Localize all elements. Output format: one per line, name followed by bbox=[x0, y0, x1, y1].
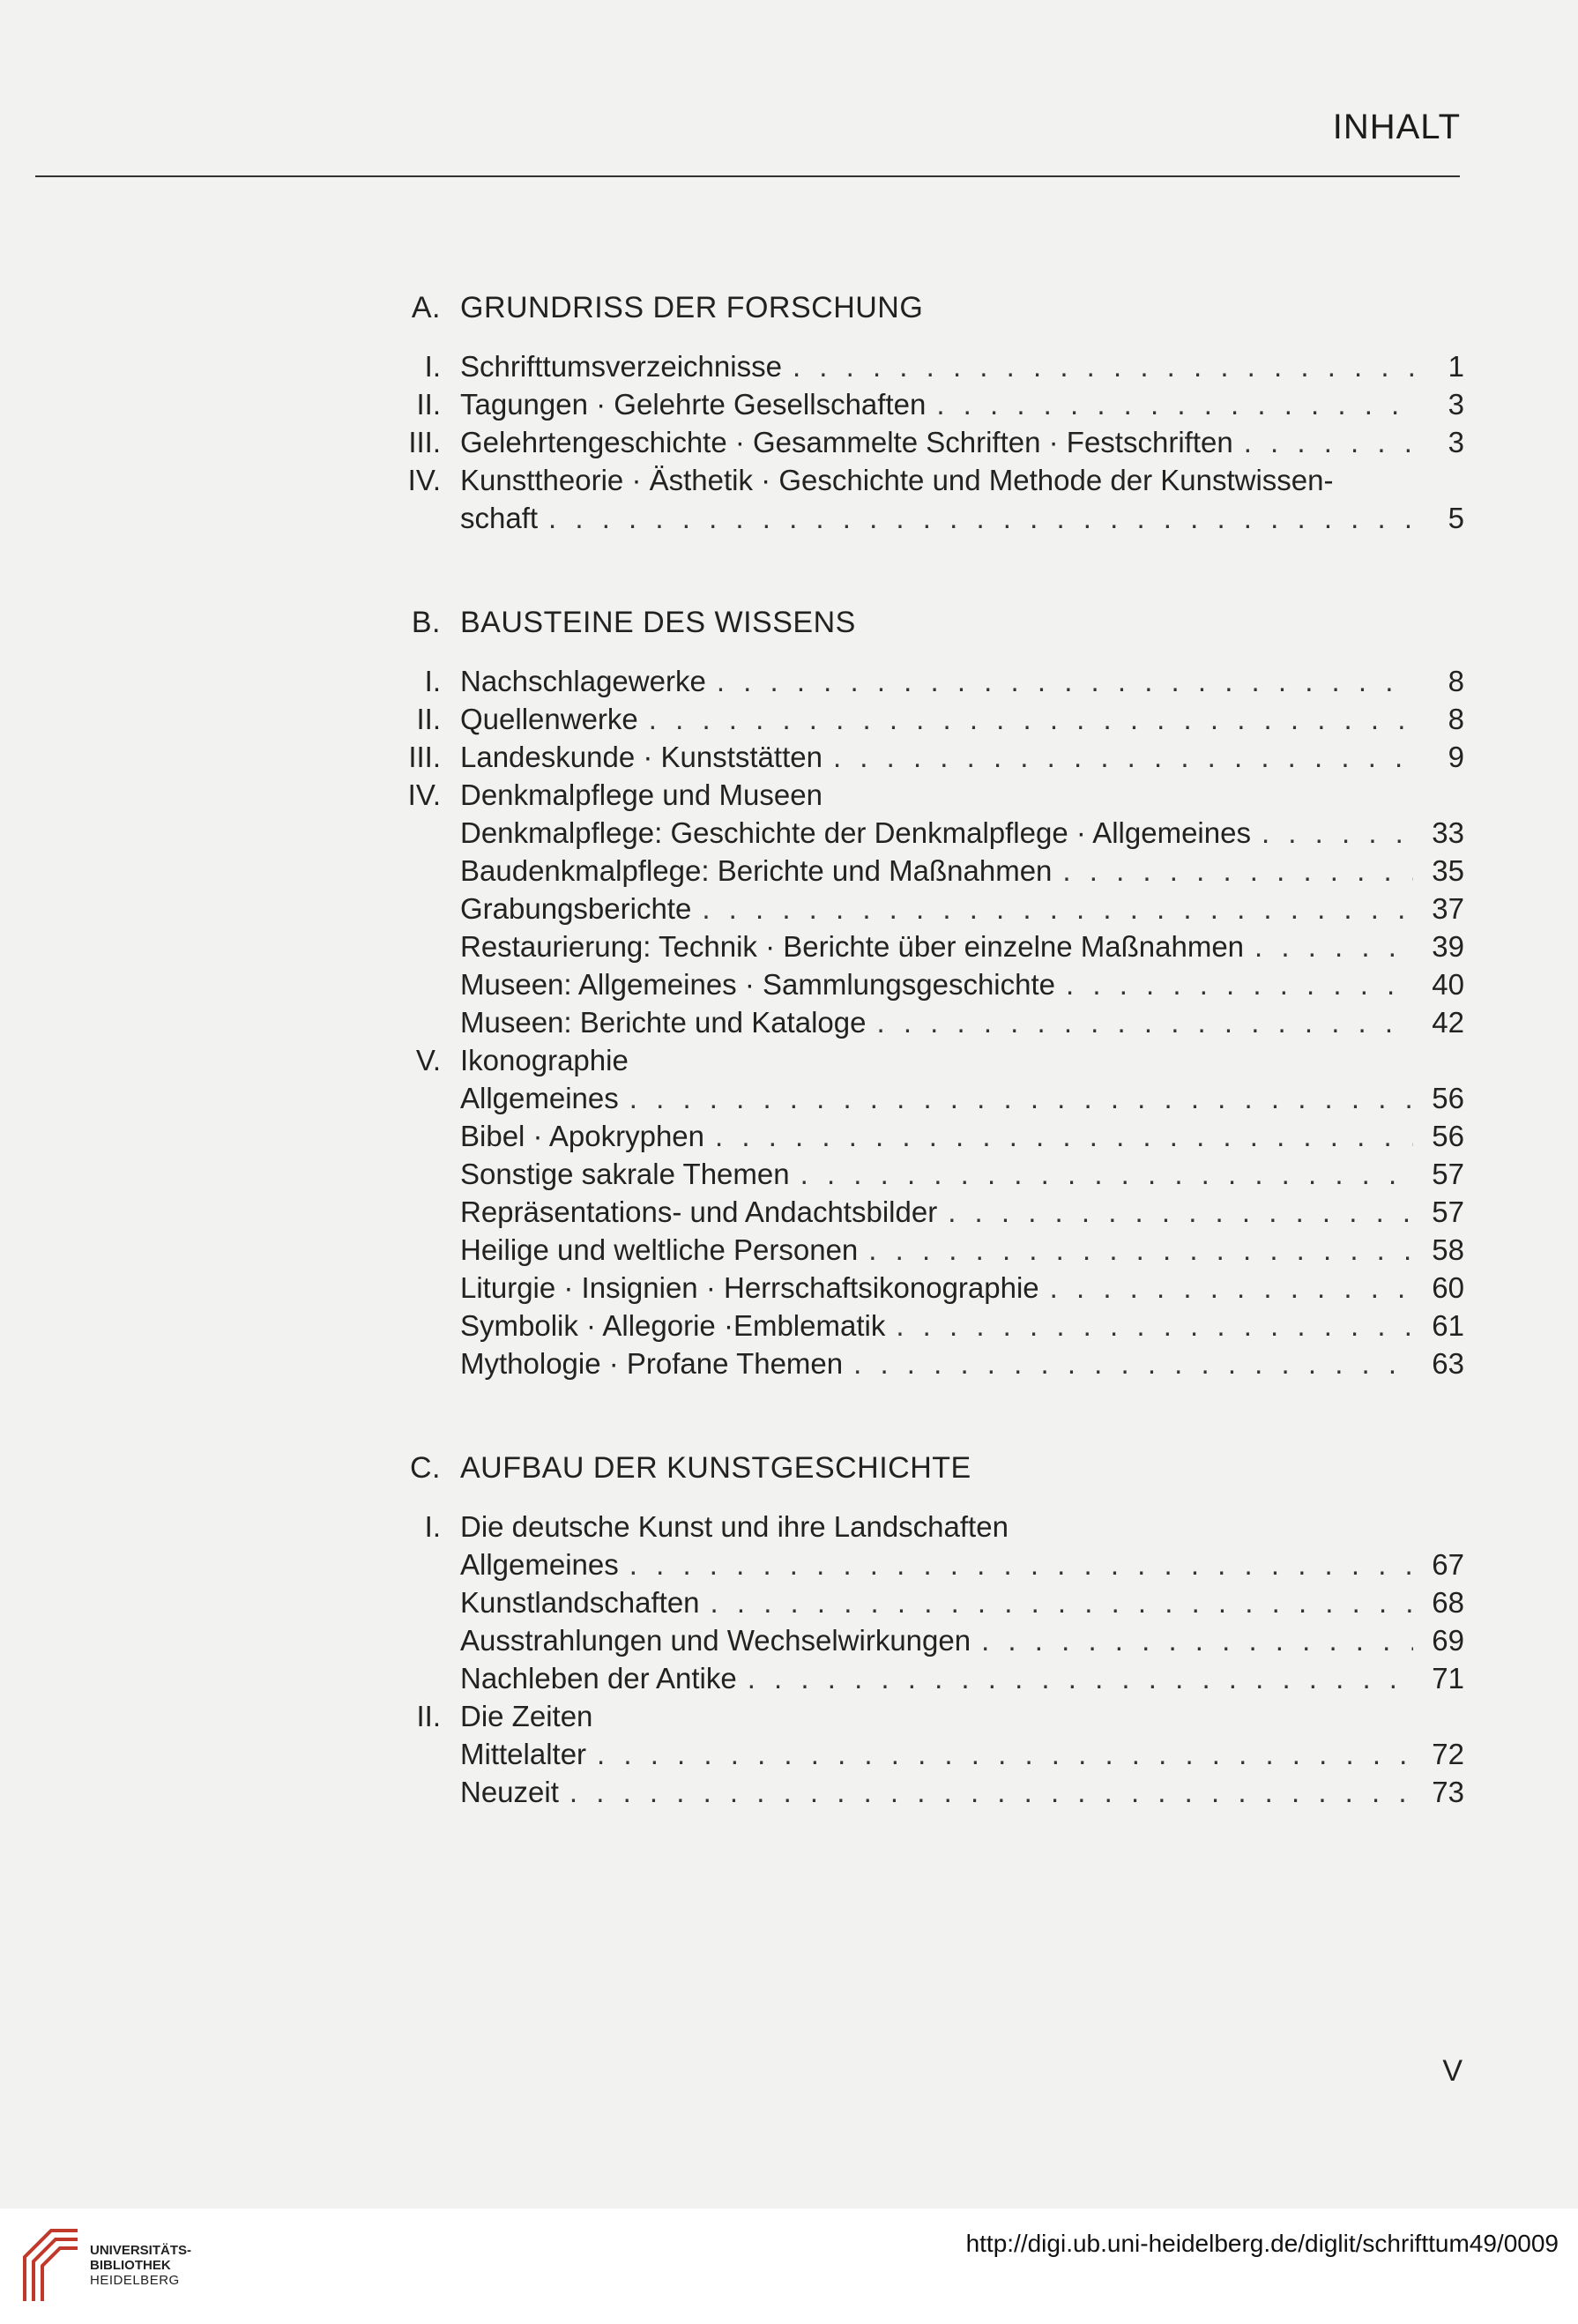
page-number: 8 bbox=[1448, 703, 1464, 735]
page-number: 63 bbox=[1432, 1347, 1464, 1380]
toc-subsection-heading[interactable] bbox=[375, 1697, 1464, 1735]
page-number: 40 bbox=[1432, 968, 1464, 1001]
dot-leader bbox=[548, 499, 1413, 537]
toc-subentry[interactable] bbox=[375, 1735, 1464, 1773]
page-number: 69 bbox=[1432, 1624, 1464, 1657]
toc-subentry[interactable] bbox=[375, 1546, 1464, 1583]
dot-leader bbox=[629, 1079, 1413, 1117]
dot-leader bbox=[649, 700, 1413, 738]
toc-subentry[interactable] bbox=[375, 927, 1464, 965]
toc-subentry[interactable] bbox=[375, 1344, 1464, 1382]
entry-number: I. bbox=[424, 665, 441, 697]
page-number: 3 bbox=[1448, 388, 1464, 421]
page-number: 33 bbox=[1432, 816, 1464, 849]
entry-title: Tagungen · Gelehrte Gesellschaften bbox=[460, 388, 927, 421]
library-logo-icon bbox=[16, 2222, 86, 2310]
toc-subentry[interactable] bbox=[375, 1583, 1464, 1621]
dot-leader bbox=[800, 1155, 1413, 1193]
page-number: 68 bbox=[1432, 1586, 1464, 1619]
entry-title: Heilige und weltliche Personen bbox=[460, 1233, 859, 1266]
entry-title: Nachschlagewerke bbox=[460, 665, 706, 697]
toc-subentry[interactable] bbox=[375, 1193, 1464, 1231]
entry-title: Museen: Allgemeines · Sammlungsgeschichte bbox=[460, 968, 1056, 1001]
page-number: 58 bbox=[1432, 1233, 1464, 1266]
page-number: 57 bbox=[1432, 1196, 1464, 1228]
page-number: 37 bbox=[1432, 892, 1464, 925]
section-title: AUFBAU DER KUNSTGESCHICHTE bbox=[460, 1451, 971, 1485]
entry-number: III. bbox=[408, 426, 441, 458]
dot-leader bbox=[936, 385, 1413, 423]
entry-title: Ausstrahlungen und Wechselwirkungen bbox=[460, 1624, 971, 1657]
dot-leader bbox=[896, 1307, 1413, 1344]
toc-subsection-heading[interactable] bbox=[375, 1041, 1464, 1079]
page-number: 57 bbox=[1432, 1158, 1464, 1190]
entry-title: Die Zeiten bbox=[460, 1700, 593, 1732]
source-url-link[interactable]: http://digi.ub.uni-heidelberg.de/diglit/schrifttum49/0009 bbox=[965, 2230, 1559, 2257]
dot-leader bbox=[748, 1659, 1413, 1697]
dot-leader bbox=[717, 662, 1413, 700]
dot-leader bbox=[569, 1773, 1413, 1811]
page-number: 56 bbox=[1432, 1082, 1464, 1114]
header-rule bbox=[35, 175, 1460, 177]
page-number: 60 bbox=[1432, 1271, 1464, 1304]
entry-number: II. bbox=[416, 703, 441, 735]
entry-title: Grabungsberichte bbox=[460, 892, 692, 925]
page-number: 61 bbox=[1432, 1309, 1464, 1342]
running-header: INHALT bbox=[1332, 108, 1461, 146]
section-number: B. bbox=[411, 606, 441, 639]
page-number: 39 bbox=[1432, 930, 1464, 963]
dot-leader bbox=[1066, 965, 1413, 1003]
entry-title: Allgemeines bbox=[460, 1082, 619, 1114]
entry-title: Nachleben der Antike bbox=[460, 1662, 737, 1695]
toc-entry-continuation[interactable] bbox=[375, 499, 1464, 537]
entry-title: Gelehrtengeschichte · Gesammelte Schriften · Festschriften bbox=[460, 426, 1233, 458]
entry-number: III. bbox=[408, 741, 441, 773]
entry-title: Kunsttheorie · Ästhetik · Geschichte und Methode der Kunstwissen- bbox=[460, 464, 1334, 496]
page-folio: V bbox=[1442, 2054, 1463, 2088]
toc-subentry[interactable] bbox=[375, 1621, 1464, 1659]
section-heading-a bbox=[375, 291, 1464, 335]
dot-leader bbox=[702, 890, 1413, 927]
toc-entry[interactable] bbox=[375, 385, 1464, 423]
section-number: C. bbox=[410, 1451, 441, 1485]
toc-subsection-heading[interactable] bbox=[375, 776, 1464, 814]
dot-leader bbox=[1050, 1269, 1413, 1307]
toc-subentry[interactable] bbox=[375, 814, 1464, 852]
entry-title: Kunstlandschaften bbox=[460, 1586, 700, 1619]
entry-number: II. bbox=[416, 388, 441, 421]
dot-leader bbox=[1254, 927, 1413, 965]
table-of-contents bbox=[375, 291, 1464, 1811]
page-number: 56 bbox=[1432, 1120, 1464, 1152]
toc-entry[interactable] bbox=[375, 423, 1464, 461]
dot-leader bbox=[597, 1735, 1413, 1773]
section-title: BAUSTEINE DES WISSENS bbox=[460, 606, 856, 639]
entry-title: Neuzeit bbox=[460, 1776, 559, 1808]
page-number: 71 bbox=[1432, 1662, 1464, 1695]
toc-subentry[interactable] bbox=[375, 1079, 1464, 1117]
entry-title: Mittelalter bbox=[460, 1738, 587, 1770]
entry-number: V. bbox=[415, 1044, 441, 1076]
library-name: UNIVERSITÄTS- BIBLIOTHEK HEIDELBERG bbox=[90, 2243, 192, 2288]
page-number: 9 bbox=[1448, 741, 1464, 773]
entry-title: Liturgie · Insignien · Herrschaftsikonographie bbox=[460, 1271, 1039, 1304]
dot-leader bbox=[948, 1193, 1413, 1231]
toc-subentry[interactable] bbox=[375, 1659, 1464, 1697]
entry-number: I. bbox=[424, 350, 441, 383]
entry-number: II. bbox=[416, 1700, 441, 1732]
dot-leader bbox=[715, 1117, 1413, 1155]
digitization-footer bbox=[0, 2209, 1578, 2324]
dot-leader bbox=[1062, 852, 1413, 890]
section-number: A. bbox=[411, 291, 441, 324]
entry-title: Baudenkmalpflege: Berichte und Maßnahmen bbox=[460, 854, 1053, 887]
page-number: 35 bbox=[1432, 854, 1464, 887]
dot-leader bbox=[833, 738, 1413, 776]
entry-number: I. bbox=[424, 1510, 441, 1543]
dot-leader bbox=[853, 1344, 1413, 1382]
entry-title: Museen: Berichte und Kataloge bbox=[460, 1006, 867, 1039]
toc-entry[interactable] bbox=[375, 700, 1464, 738]
section-heading-c bbox=[375, 1451, 1464, 1495]
entry-title: Quellenwerke bbox=[460, 703, 638, 735]
toc-entry[interactable] bbox=[375, 347, 1464, 385]
entry-title: Restaurierung: Technik · Berichte über einzelne Maßnahmen bbox=[460, 930, 1245, 963]
entry-title: Denkmalpflege: Geschichte der Denkmalpflege · Allgemeines bbox=[460, 816, 1251, 849]
page-number: 8 bbox=[1448, 665, 1464, 697]
dot-leader bbox=[1262, 814, 1413, 852]
page-number: 72 bbox=[1432, 1738, 1464, 1770]
dot-leader bbox=[981, 1621, 1413, 1659]
page-number: 1 bbox=[1448, 350, 1464, 383]
toc-subentry[interactable] bbox=[375, 1155, 1464, 1193]
toc-subentry[interactable] bbox=[375, 1117, 1464, 1155]
toc-subentry[interactable] bbox=[375, 965, 1464, 1003]
dot-leader bbox=[793, 347, 1413, 385]
entry-title: Symbolik · Allegorie ·Emblematik bbox=[460, 1309, 886, 1342]
section-heading-b bbox=[375, 606, 1464, 650]
dot-leader bbox=[711, 1583, 1413, 1621]
toc-subentry[interactable] bbox=[375, 852, 1464, 890]
entry-title: Mythologie · Profane Themen bbox=[460, 1347, 844, 1380]
toc-subentry[interactable] bbox=[375, 1231, 1464, 1269]
entry-title: Allgemeines bbox=[460, 1548, 619, 1581]
page-number: 3 bbox=[1448, 426, 1464, 458]
toc-subentry[interactable] bbox=[375, 1003, 1464, 1041]
entry-number: IV. bbox=[407, 778, 441, 811]
dot-leader bbox=[868, 1231, 1413, 1269]
toc-entry[interactable] bbox=[375, 662, 1464, 700]
page-number: 67 bbox=[1432, 1548, 1464, 1581]
page-number: 73 bbox=[1432, 1776, 1464, 1808]
dot-leader bbox=[876, 1003, 1413, 1041]
dot-leader bbox=[629, 1546, 1413, 1583]
entry-title: Schrifttumsverzeichnisse bbox=[460, 350, 782, 383]
entry-title: Denkmalpflege und Museen bbox=[460, 778, 822, 811]
page-number: 42 bbox=[1432, 1006, 1464, 1039]
entry-title: Sonstige sakrale Themen bbox=[460, 1158, 790, 1190]
toc-subsection-heading[interactable] bbox=[375, 1508, 1464, 1546]
entry-title: Ikonographie bbox=[460, 1044, 629, 1076]
entry-title: Repräsentations- und Andachtsbilder bbox=[460, 1196, 938, 1228]
dot-leader bbox=[1244, 423, 1413, 461]
toc-subentry[interactable] bbox=[375, 890, 1464, 927]
toc-entry[interactable] bbox=[375, 738, 1464, 776]
toc-subentry[interactable] bbox=[375, 1307, 1464, 1344]
entry-title: Bibel · Apokryphen bbox=[460, 1120, 705, 1152]
section-title: GRUNDRISS DER FORSCHUNG bbox=[460, 291, 924, 324]
toc-entry-multiline[interactable] bbox=[375, 461, 1464, 499]
toc-subentry[interactable] bbox=[375, 1269, 1464, 1307]
page-number: 5 bbox=[1448, 502, 1464, 534]
entry-number: IV. bbox=[407, 464, 441, 496]
entry-title-continuation: schaft bbox=[460, 502, 539, 534]
toc-subentry[interactable] bbox=[375, 1773, 1464, 1811]
entry-title: Die deutsche Kunst und ihre Landschaften bbox=[460, 1510, 1009, 1543]
entry-title: Landeskunde · Kunststätten bbox=[460, 741, 822, 773]
